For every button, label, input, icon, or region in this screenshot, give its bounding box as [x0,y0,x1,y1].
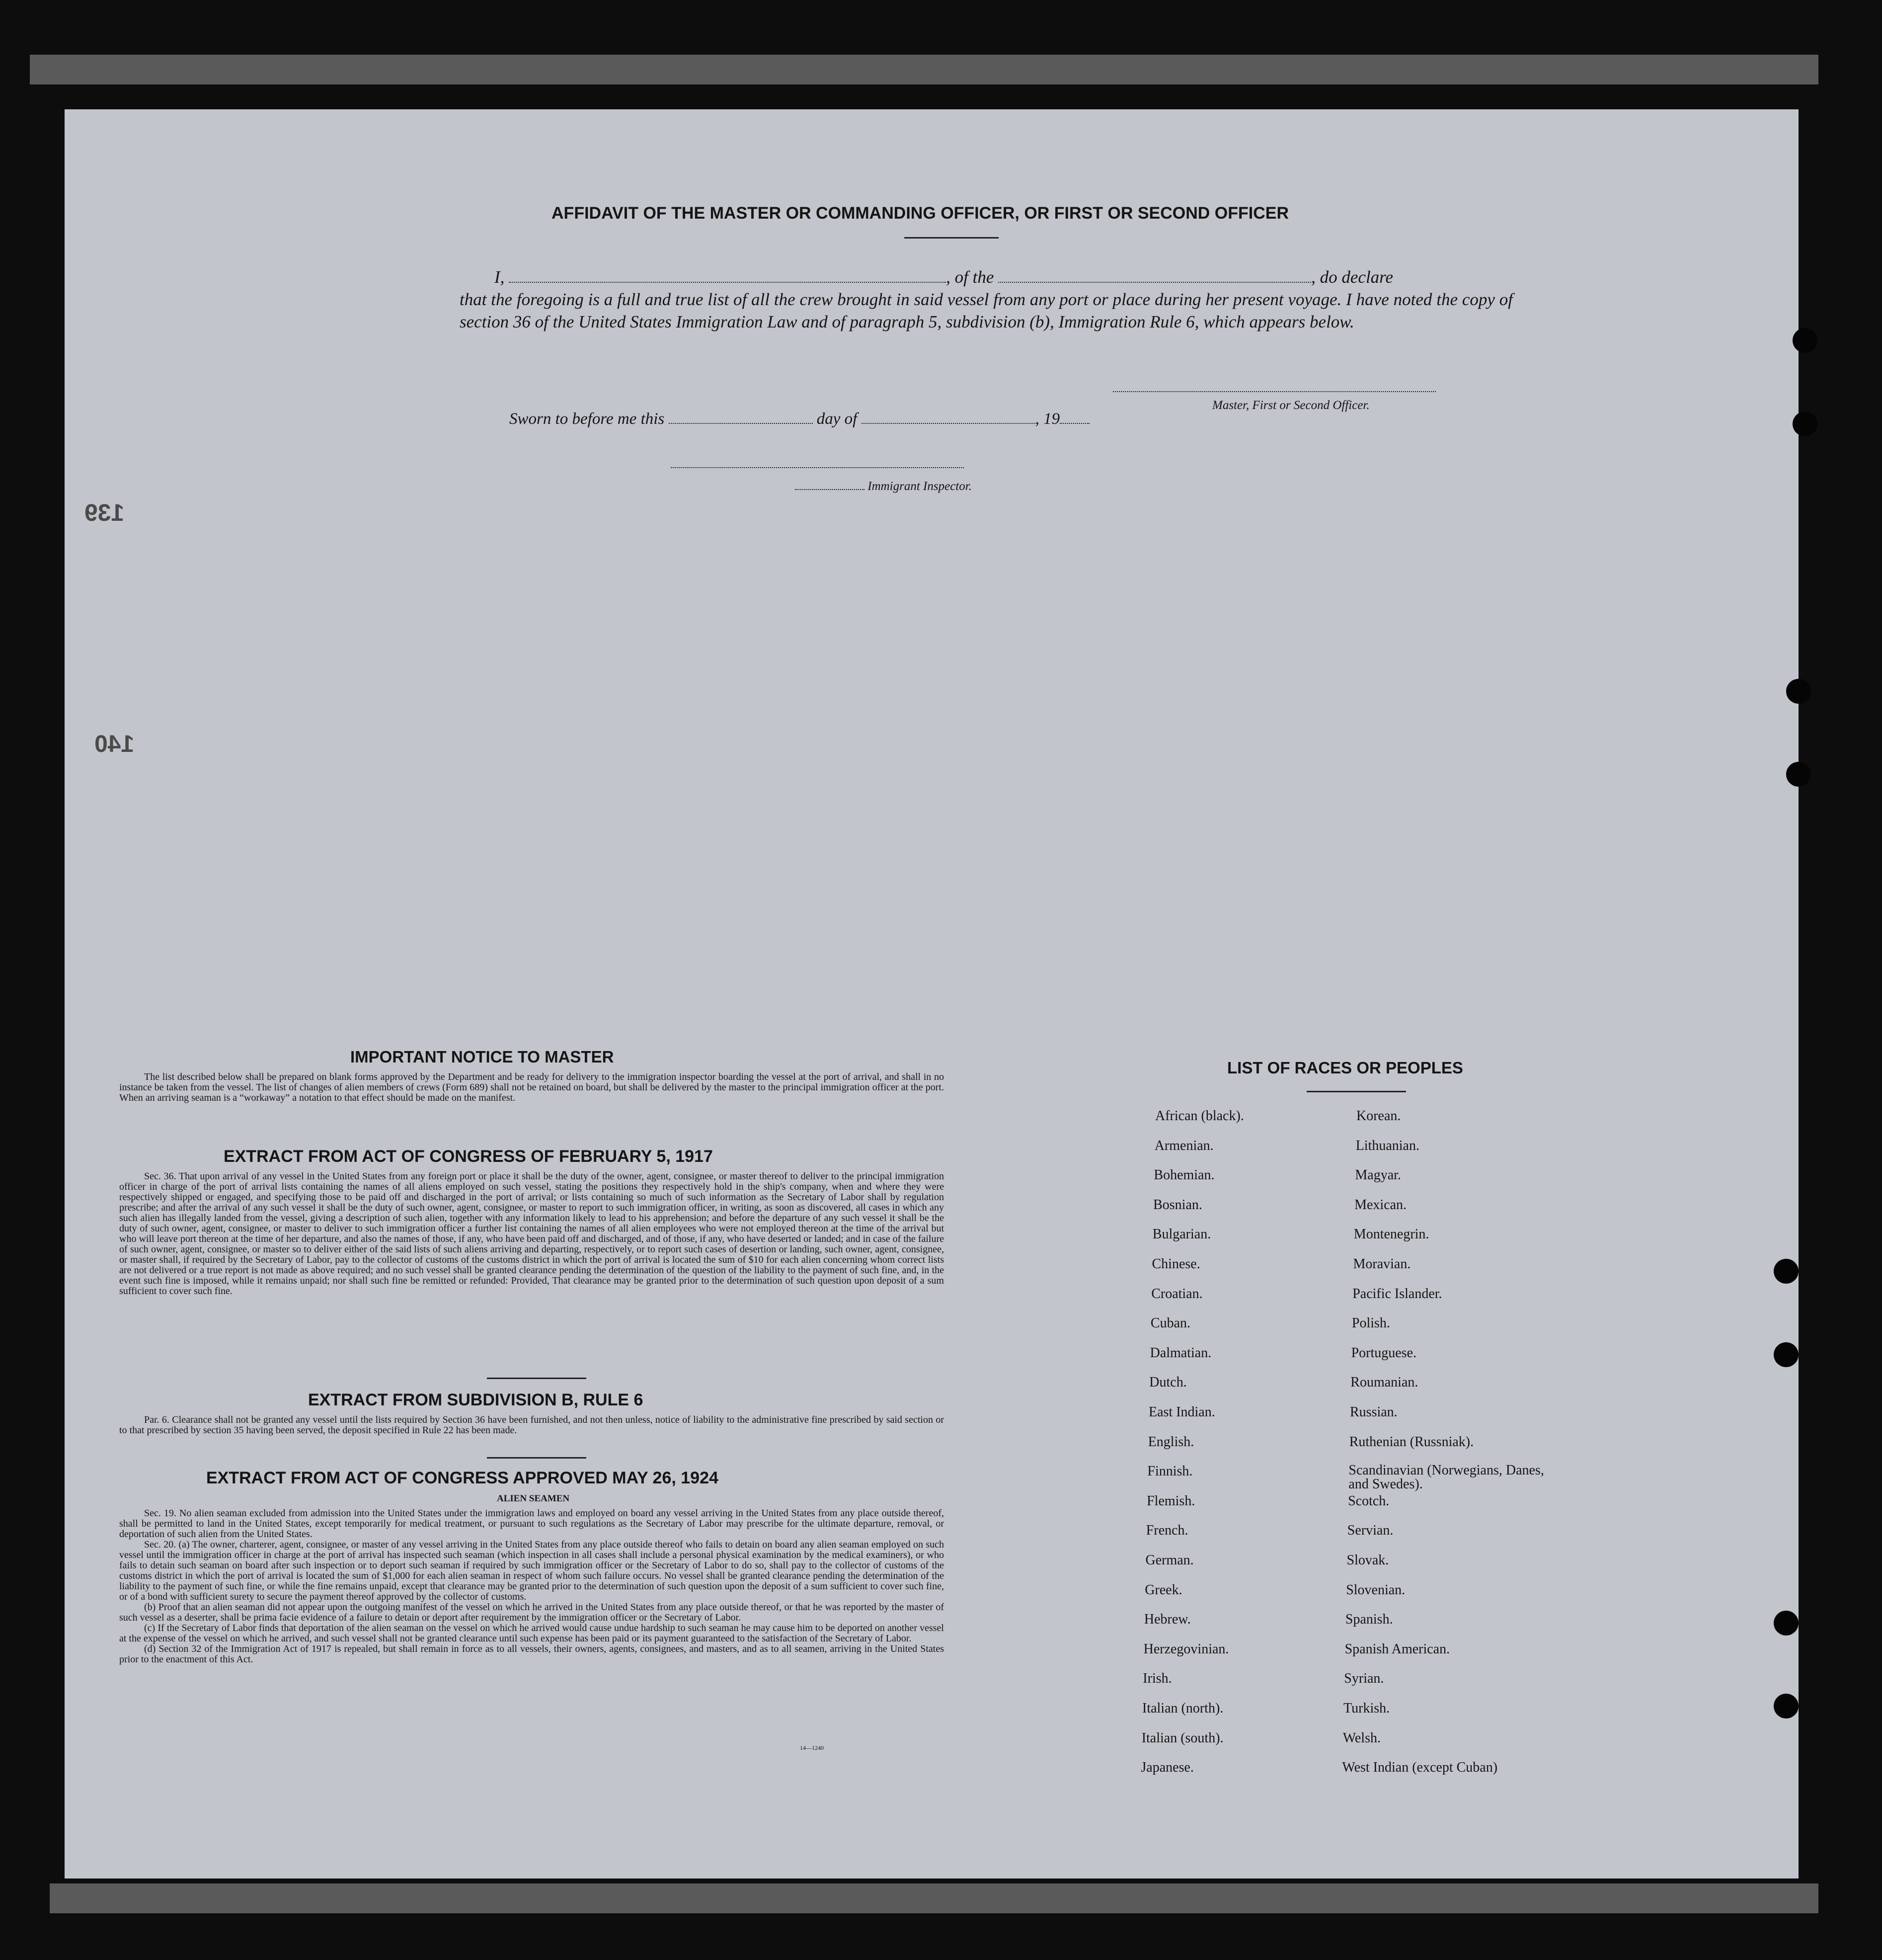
race-item: Finnish. [1147,1464,1193,1479]
document-page [65,109,1799,1878]
do-declare-label: , do declare [1311,267,1394,287]
extract-1917-text [119,1171,944,1297]
race-item: Welsh. [1342,1730,1381,1746]
sworn-month-blank[interactable] [862,410,1035,424]
affidavit-title-rule [904,237,999,239]
declaration-first-line [460,266,1513,288]
sworn-label: Sworn to before me this [509,410,665,428]
race-item: Croatian. [1151,1286,1203,1302]
race-item: German. [1145,1552,1194,1568]
race-item: Chinese. [1152,1256,1200,1272]
extract-1924-subtitle: ALIEN SEAMEN [497,1493,570,1504]
binding-hole-3 [1786,679,1811,704]
race-item: Slovenian. [1346,1582,1406,1598]
sec-20b-paragraph: (b) Proof that an alien seaman did not appear upon the outgoing manifest of the vessel on which he arrived in the United States from any place outside thereof, or that he was reported by the master of such vessel as a deserter, shall be prima facie evidence of a failure to detain or deport after requirement by the immigration officer or the Secretary of Labor. [119,1602,944,1623]
notice-paragraph: The list described below shall be prepared on blank forms approved by the Department and be ready for delivery to the immigration inspector boarding the vessel at the port of arrival, and shall in no instance be taken from the vessel. The list of changes of alien members of crews (Form 689) shall not be retained on board, but shall be delivered by the master to the principal immigration officer at the port. When an arriving seaman is a “workaway” a notation to that effect should be made on the manifest. [119,1071,944,1103]
extract-1924-title: EXTRACT FROM ACT OF CONGRESS APPROVED MAY 26, 1924 [206,1469,718,1487]
extract-1917-title: EXTRACT FROM ACT OF CONGRESS OF FEBRUARY 5, 1917 [224,1147,713,1166]
extract-1924-text [119,1508,944,1665]
race-item: Korean. [1356,1108,1401,1124]
race-item: Italian (south). [1141,1730,1224,1746]
sec-20c-paragraph: (c) If the Secretary of Labor finds that deportation of the alien seaman on the vessel on which he arrived would cause undue hardship to such seaman he may cause him to be deported on another vessel at the expense of the vessel on which he arrived, and such vessel shall not be granted clearance until such expense has been paid or its payment guaranteed to the satisfaction of the Secretary of Labor. [119,1623,944,1644]
master-signature-label: Master, First or Second Officer. [1212,399,1370,412]
race-item: Bosnian. [1153,1197,1202,1213]
race-item: Greek. [1145,1582,1182,1598]
margin-stamp-1: 139 [84,500,125,526]
margin-stamp-2: 140 [94,731,135,757]
i-label: I, [494,267,505,287]
race-item: Spanish American. [1344,1641,1450,1657]
sworn-line [509,410,1090,428]
declaration-body: that the foregoing is a full and true list of all the crew brought in said vessel from any port or place during her present voyage. I have noted the copy of section 36 of the United States Immigration Law and of paragraph 5, subdivision (b), Immigration Rule 6, which appears below. [460,290,1513,331]
extract-rule6-text [119,1415,944,1436]
extract-rule6-title: EXTRACT FROM SUBDIVISION B, RULE 6 [308,1390,643,1409]
race-item: Montenegrin. [1353,1226,1429,1242]
race-item: Magyar. [1355,1167,1401,1183]
race-item: West Indian (except Cuban) [1342,1760,1498,1776]
year-prefix: , 19 [1035,410,1060,428]
vessel-name-blank[interactable] [998,269,1311,283]
divider-1 [487,1378,586,1379]
notice-text [119,1072,944,1103]
day-of-label: day of [816,410,858,428]
sec-20a-paragraph: Sec. 20. (a) The owner, charterer, agent, consignee, or master of any vessel arriving in the United States from any place outside thereof who fails to detain on board any alien seaman employed on such vessel until the immigration officer in charge at the port of arrival has inspected such seaman (which inspection in all cases shall include a personal physical examination by the medical examiners), or who fails to detain such seaman on board after such inspection or to deport such seaman if required by such immigration officer or the Secretary of Labor to do so, shall pay to the collector of customs of the customs district in which the port of arrival is located the sum of $1,000 for each alien seaman in respect of whom such failure occurs. No vessel shall be granted clearance pending the determination of the liability to the payment of such fine, or while the fine remains unpaid, except that clearance may be granted prior to the determination of such question upon the deposit of a sum sufficient to cover such fine, or of a bond with sufficient surety to secure the payment thereof approved by the collector of customs. [119,1539,944,1602]
race-item: Spanish. [1345,1612,1393,1628]
race-item: Slovak. [1346,1552,1389,1568]
binding-hole-8 [1774,1694,1799,1718]
race-item: Servian. [1347,1523,1394,1539]
race-item: Russian. [1350,1404,1398,1420]
race-item: Pacific Islander. [1352,1286,1442,1302]
binding-hole-4 [1786,762,1811,787]
race-item: Armenian. [1154,1138,1214,1153]
race-item: Turkish. [1343,1701,1390,1716]
race-item: English. [1148,1434,1194,1450]
sworn-year-blank[interactable] [1060,410,1090,424]
binding-hole-2 [1793,411,1817,436]
sec-20d-paragraph: (d) Section 32 of the Immigration Act of 1917 is repealed, but shall remain in force as to all vessels, their owners, agents, consignees, and masters, and as to all seamen, arriving in the United States prior to the enactment of this Act. [119,1643,944,1665]
race-item: Portuguese. [1351,1345,1417,1361]
race-item: Bohemian. [1154,1167,1215,1183]
form-number: 14—1240 [800,1744,824,1751]
race-item: Dalmatian. [1150,1345,1212,1361]
race-item: Herzegovinian. [1143,1641,1229,1657]
binding-hole-5 [1774,1259,1799,1284]
binding-hole-7 [1774,1611,1799,1635]
race-item: Polish. [1351,1315,1390,1331]
extract-1917-paragraph: Sec. 36. That upon arrival of any vessel in the United States from any foreign port or place it shall be the duty of the owner, agent, consignee, or master thereof to deliver to the principal immigration officer in charge of the port of arrival lists containing the names of all aliens employed on such vessel, stating the positions they respectively hold in the ship's company, when and where they were respectively shipped or engaged, and specifying those to be paid off and discharged in the port of arrival; or lists containing so much of such information as the Secretary of Labor shall by regulation prescribe; and after the arrival of any such vessel it shall be the duty of such owner, agent, consignee, or master to report to such immigration officer, in writing, as soon as discovered, all cases in which any such alien has illegally landed from the vessel, giving a description of such alien, together with any information likely to lead to his apprehension; and before the departure of any such vessel it shall be the duty of such owner, agent, consignee, or master to deliver to such immigration officer a further list containing the names of all alien employees who were not employed thereon at the time of the arrival but who will leave port thereon at the time of her departure, and also the names of those, if any, who have been paid off and discharged, and of those, if any, who have deserted or landed; and in case of the failure of such owner, agent, consignee, or master so to deliver either of the said lists of such aliens arriving and departing, respectively, or to report such cases of desertion or landing, such owner, agent, consignee, or master shall, if required by the Secretary of Labor, pay to the collector of customs of the customs district in which the port of arrival is located the sum of $10 for each alien concerning whom correct lists are not delivered or a true report is not made as above required; and no such vessel shall be granted clearance pending the determination of the question of the liability to the payment of such fine, and, in the event such fine is imposed, while it remains unpaid; nor shall such fine be remitted or refunded: Provided, That clearance may be granted prior to the determination of such question upon deposit of a sum sufficient to cover such fine. [119,1171,944,1297]
notice-title: IMPORTANT NOTICE TO MASTER [350,1048,614,1066]
races-title: LIST OF RACES OR PEOPLES [1227,1059,1463,1077]
sec-19-paragraph: Sec. 19. No alien seaman excluded from admission into the United States under the immigration laws and employed on board any vessel arriving in the United States from any place outside thereof, shall be permitted to land in the United States, except temporarily for medical treatment, or pursuant to such regulations as the Secretary of Labor may prescribe for the ultimate departure, removal, or deportation of such alien from the United States. [119,1508,944,1540]
master-signature-line[interactable] [1113,391,1436,392]
race-item: Hebrew. [1144,1612,1191,1628]
race-item: Irish. [1143,1671,1172,1687]
race-item: Ruthenian (Russniak). [1349,1434,1474,1450]
races-title-rule [1307,1091,1406,1092]
race-item: East Indian. [1149,1404,1215,1420]
film-strip-top [30,55,1818,84]
race-item: Cuban. [1150,1315,1190,1331]
extract-rule6-paragraph: Par. 6. Clearance shall not be granted any vessel until the lists required by Section 36 have been furnished, and not then unless, notice of liability to the administrative fine prescribed by said section or to that prescribed by section 35 having been served, the deposit specified in Rule 22 has been made. [119,1414,944,1436]
race-item: Moravian. [1353,1256,1411,1272]
race-item: Scotch. [1348,1493,1390,1509]
race-item: French. [1146,1523,1188,1539]
inspector-dash [795,484,864,490]
affidavit-title: AFFIDAVIT OF THE MASTER OR COMMANDING OFFICER, OR FIRST OR SECOND OFFICER [551,204,1289,223]
race-item: Flemish. [1147,1493,1195,1509]
race-item: Japanese. [1141,1760,1194,1776]
race-item: African (black). [1155,1108,1244,1124]
race-item: Italian (north). [1142,1701,1224,1716]
inspector-line [795,480,972,493]
race-item: Scandinavian (Norwegians, Danes, and Swedes). [1348,1463,1544,1492]
binding-hole-6 [1774,1342,1799,1367]
master-name-blank[interactable] [509,269,946,283]
inspector-label: Immigrant Inspector. [867,480,972,493]
binding-hole-1 [1793,328,1817,353]
divider-2 [487,1457,586,1459]
race-item: Mexican. [1354,1197,1407,1213]
affidavit-declaration [460,266,1513,333]
race-item: Roumanian. [1350,1375,1418,1390]
race-item: Lithuanian. [1355,1138,1419,1153]
of-the-label: , of the [946,267,994,287]
race-item: Dutch. [1149,1375,1187,1390]
race-item: Bulgarian. [1152,1226,1211,1242]
film-strip-bottom [50,1883,1818,1913]
inspector-signature-line[interactable] [671,467,964,468]
sworn-day-blank[interactable] [669,410,813,424]
race-item: Syrian. [1344,1671,1384,1687]
